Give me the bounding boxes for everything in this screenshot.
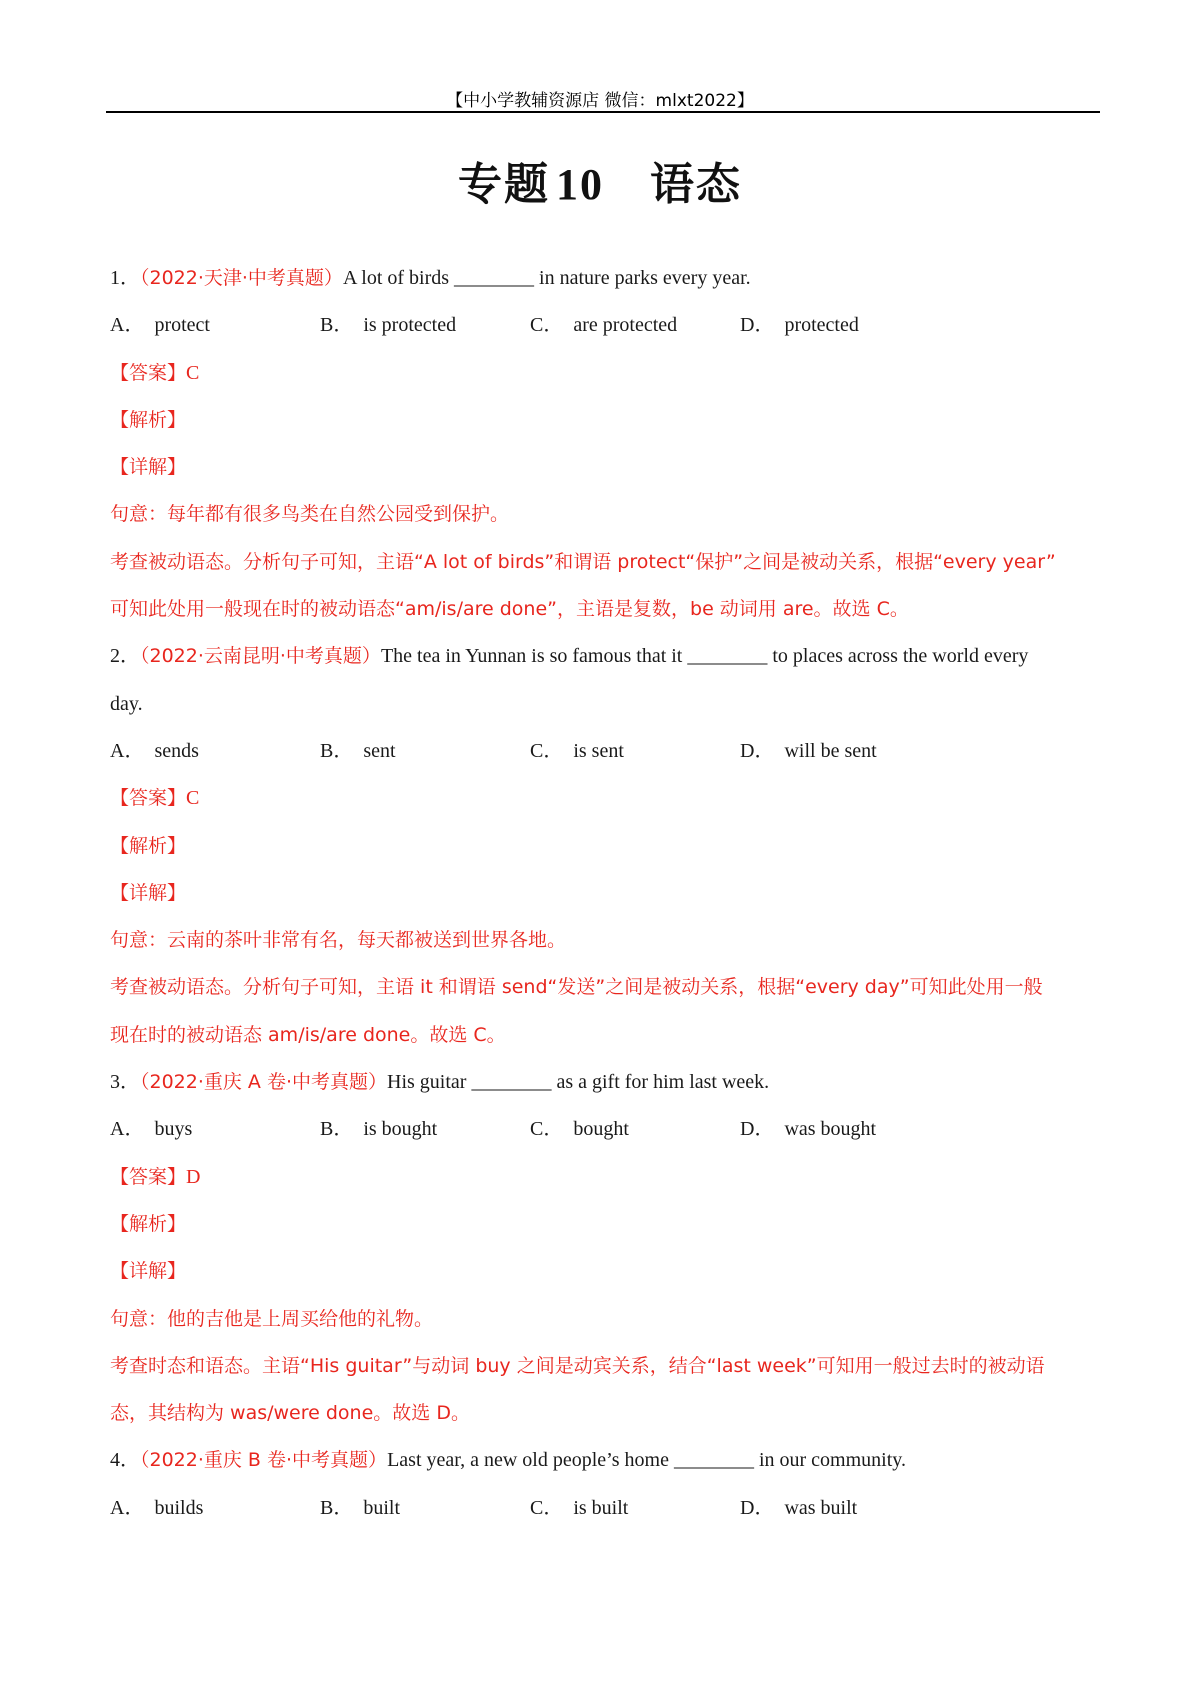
answer-line: 【答案】C <box>110 787 200 810</box>
question-3 <box>110 1062 1100 1440</box>
option-d[interactable]: D． protected <box>740 314 859 337</box>
question-stem <box>110 1440 1100 1487</box>
option-c[interactable]: C． is built <box>530 1496 629 1519</box>
title-number: 10 <box>556 160 604 209</box>
question-list <box>110 258 1100 1535</box>
option-row <box>110 1488 1100 1535</box>
option-row <box>110 1109 1100 1156</box>
title-suffix: 语态 <box>650 159 742 210</box>
explanation-line: 考查时态和语态。主语“His guitar”与动词 buy 之间是动宾关系，结合“last week”可知用一般过去时的被动语 <box>110 1354 1045 1377</box>
header-divider <box>106 111 1100 113</box>
option-b[interactable]: B． is protected <box>320 314 457 337</box>
question-text: His guitar ________ as a gift for him last week. <box>387 1071 770 1094</box>
analysis-label: 【解析】 <box>110 834 187 857</box>
explanation-line: 现在时的被动语态 am/is/are done。故选 C。 <box>110 1023 506 1046</box>
option-b[interactable]: B． sent <box>320 739 396 762</box>
question-number: 4． <box>110 1449 140 1472</box>
detail-label: 【详解】 <box>110 1260 187 1283</box>
analysis-label: 【解析】 <box>110 1212 187 1235</box>
option-d[interactable]: D． was bought <box>740 1118 877 1141</box>
detail-label: 【详解】 <box>110 881 187 904</box>
option-d[interactable]: D． was built <box>740 1496 858 1519</box>
question-number: 2． <box>110 645 140 668</box>
option-d[interactable]: D． will be sent <box>740 739 877 762</box>
question-text: A lot of birds ________ in nature parks every year. <box>342 267 751 289</box>
question-stem <box>110 636 1100 683</box>
question-2 <box>110 636 1100 1062</box>
explanation-line: 考查被动语态。分析句子可知，主语“A lot of birds”和谓语 protect“保护”之间是被动关系，根据“every year” <box>110 550 1056 573</box>
question-source: （2022·天津·中考真题） <box>140 267 343 289</box>
analysis-label: 【解析】 <box>110 408 187 431</box>
question-source: （2022·重庆 B 卷·中考真题） <box>140 1449 388 1472</box>
question-4 <box>110 1440 1100 1535</box>
sentence-meaning: 句意：他的吉他是上周买给他的礼物。 <box>110 1307 434 1330</box>
detail-label: 【详解】 <box>110 456 187 479</box>
question-stem-continued: day. <box>110 692 143 715</box>
option-b[interactable]: B． is bought <box>320 1118 438 1141</box>
option-a[interactable]: A． builds <box>110 1496 204 1519</box>
question-text: The tea in Yunnan is so famous that it ________ to places across the world every <box>380 645 1029 668</box>
sentence-meaning: 句意：每年都有很多鸟类在自然公园受到保护。 <box>110 503 510 526</box>
question-source: （2022·云南昆明·中考真题） <box>140 645 381 668</box>
explanation-line: 考查被动语态。分析句子可知，主语 it 和谓语 send“发送”之间是被动关系，根据“every day”可知此处用一般 <box>110 976 1043 999</box>
option-c[interactable]: C． is sent <box>530 739 624 762</box>
page-header: 【中小学教辅资源店 微信：mlxt2022】 <box>446 91 754 111</box>
option-a[interactable]: A． buys <box>110 1118 193 1141</box>
question-number: 3． <box>110 1071 140 1094</box>
question-1 <box>110 258 1100 636</box>
answer-line: 【答案】C <box>110 361 200 384</box>
option-a[interactable]: A． sends <box>110 739 199 762</box>
answer-line: 【答案】D <box>110 1165 201 1188</box>
option-row <box>110 731 1100 778</box>
option-c[interactable]: C． bought <box>530 1118 629 1141</box>
option-c[interactable]: C． are protected <box>530 314 678 337</box>
question-number: 1． <box>110 267 140 289</box>
title-prefix: 专题 <box>458 159 550 210</box>
page-title <box>0 148 1200 212</box>
question-stem <box>110 258 1100 305</box>
question-stem <box>110 1062 1100 1109</box>
explanation-line: 可知此处用一般现在时的被动语态“am/is/are done”，主语是复数，be 动词用 are。故选 C。 <box>110 598 909 621</box>
question-source: （2022·重庆 A 卷·中考真题） <box>140 1071 388 1094</box>
option-b[interactable]: B． built <box>320 1496 401 1519</box>
question-text: Last year, a new old people’s home ________ in our community. <box>387 1449 906 1472</box>
option-row <box>110 305 1100 352</box>
explanation-line: 态，其结构为 was/were done。故选 D。 <box>110 1402 470 1425</box>
option-a[interactable]: A． protect <box>110 314 210 337</box>
sentence-meaning: 句意：云南的茶叶非常有名，每天都被送到世界各地。 <box>110 929 567 952</box>
